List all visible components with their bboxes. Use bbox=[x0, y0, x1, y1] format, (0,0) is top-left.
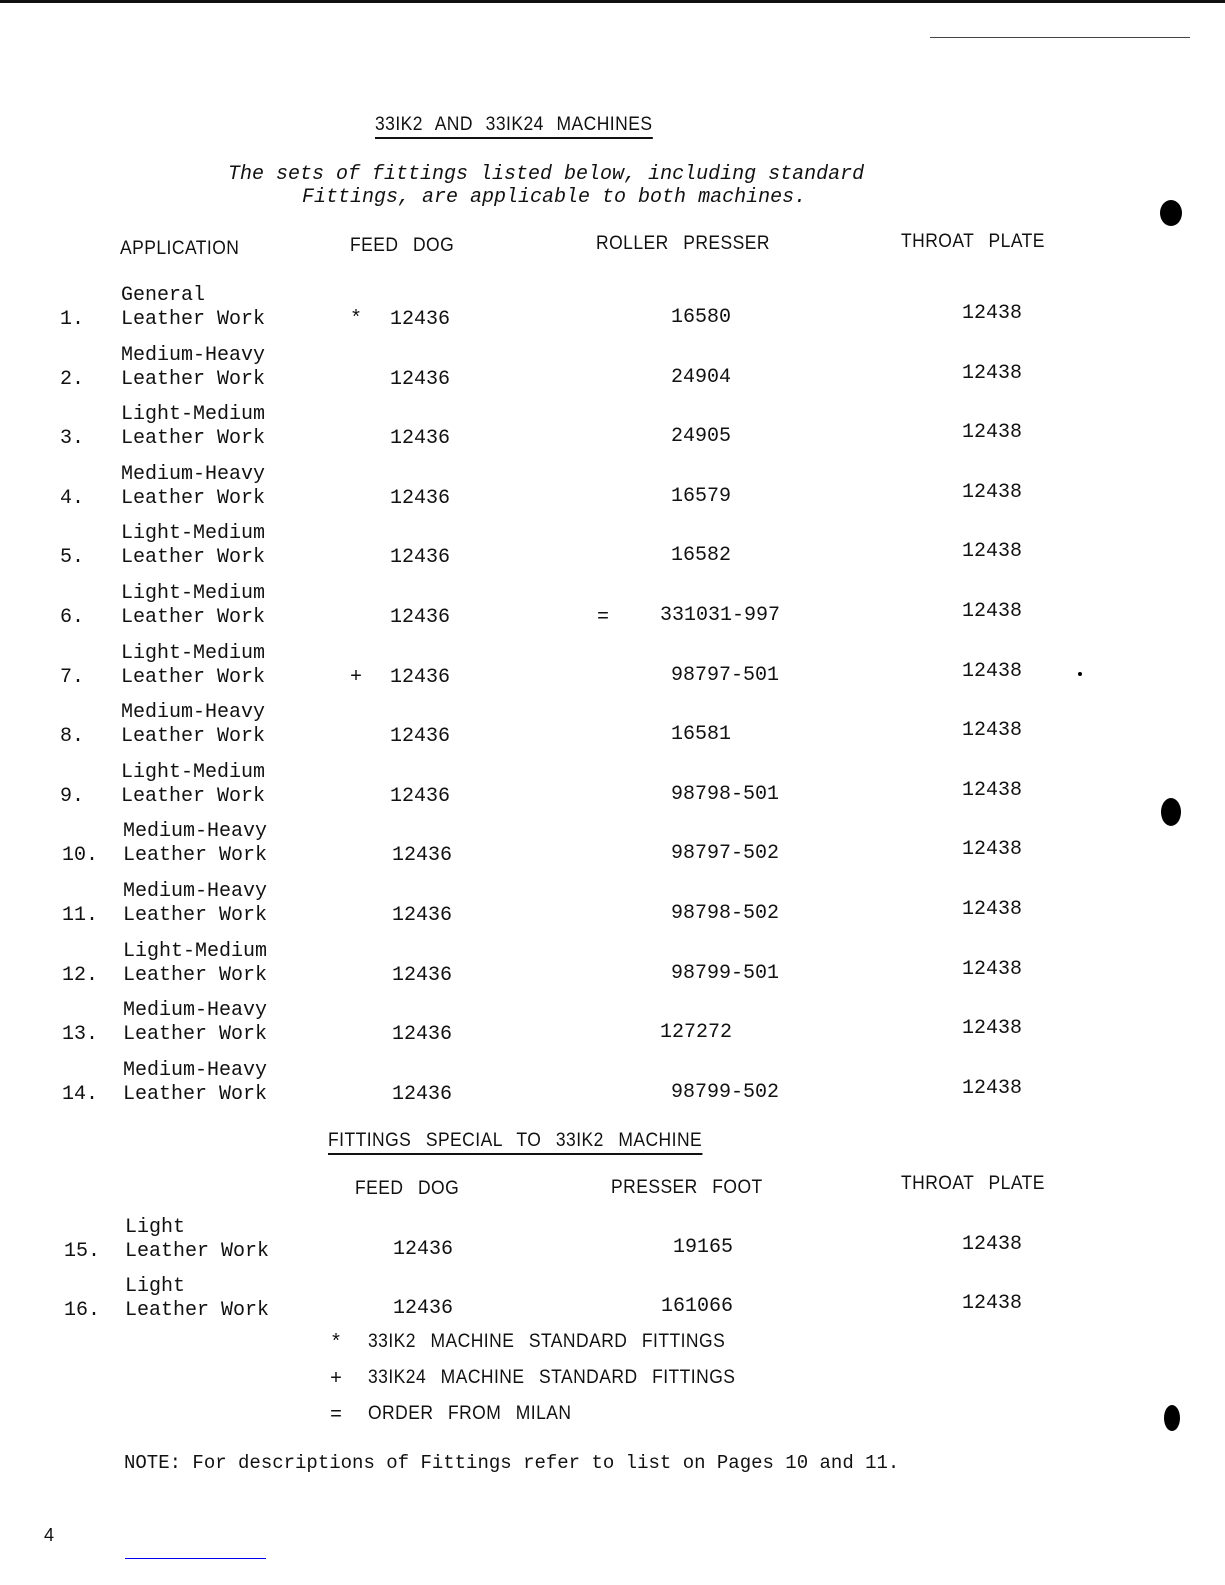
throat-plate-value: 12438 bbox=[962, 1017, 1023, 1041]
row-number: 11. bbox=[62, 904, 99, 927]
application-line-1: Light-Medium bbox=[121, 403, 266, 427]
header-roller-presser: ROLLER PRESSER bbox=[596, 233, 770, 254]
roller-presser-value: 16581 bbox=[671, 723, 732, 747]
application-line-1: Light bbox=[125, 1275, 186, 1298]
legend-text: ORDER FROM MILAN bbox=[368, 1403, 572, 1424]
throat-plate-value: 12438 bbox=[962, 1292, 1023, 1315]
speck bbox=[1078, 672, 1082, 676]
feed-dog-value: 12436 bbox=[392, 844, 453, 868]
row-number: 3. bbox=[60, 427, 85, 451]
throat-plate-value: 12438 bbox=[962, 540, 1023, 564]
roller-presser-value: 16579 bbox=[671, 484, 732, 508]
throat-plate-value: 12438 bbox=[962, 361, 1023, 385]
feed-dog-value: 12436 bbox=[390, 367, 451, 391]
row-number: 4. bbox=[60, 486, 85, 510]
feed-dog-value: 12436 bbox=[390, 784, 451, 808]
feed-dog-value: 12436 bbox=[393, 1297, 454, 1320]
throat-plate-value: 12438 bbox=[962, 659, 1023, 683]
application-line-2: Leather Work bbox=[121, 606, 266, 629]
feed-dog-value: 12436 bbox=[392, 904, 453, 927]
roller-presser-value: 16580 bbox=[671, 306, 732, 329]
row-number: 15. bbox=[64, 1240, 101, 1263]
application-line-1: Medium-Heavy bbox=[123, 820, 268, 844]
application-line-2: Leather Work bbox=[121, 784, 266, 808]
application-line-1: Light-Medium bbox=[121, 760, 266, 784]
roller-presser-value: 127272 bbox=[660, 1021, 733, 1045]
application-line-2: Leather Work bbox=[121, 427, 266, 451]
throat-plate-value: 12438 bbox=[962, 421, 1023, 445]
row-number: 10. bbox=[62, 844, 99, 868]
row-number: 12. bbox=[62, 963, 99, 987]
throat-plate-value: 12438 bbox=[962, 600, 1023, 623]
application-line-2: Leather Work bbox=[121, 367, 266, 391]
row-number: 6. bbox=[60, 606, 85, 629]
roller-presser-mark: = bbox=[597, 606, 610, 629]
application-line-2: Leather Work bbox=[125, 1299, 270, 1322]
special-title: FITTINGS SPECIAL TO 33IK2 MACHINE bbox=[328, 1130, 702, 1155]
row-number: 5. bbox=[60, 546, 85, 570]
row-number: 1. bbox=[60, 308, 85, 331]
row-number: 9. bbox=[60, 784, 85, 808]
legend-text: 33IK2 MACHINE STANDARD FITTINGS bbox=[368, 1331, 726, 1352]
roller-presser-value: 98798-502 bbox=[671, 902, 780, 925]
feed-dog-value: 12436 bbox=[390, 308, 451, 331]
feed-dog-value: 12436 bbox=[390, 546, 451, 570]
special-header-throat-plate: THROAT PLATE bbox=[901, 1173, 1045, 1194]
roller-presser-value: 98799-501 bbox=[671, 961, 780, 985]
application-line-2: Leather Work bbox=[123, 904, 268, 927]
top-border bbox=[0, 0, 1225, 3]
throat-plate-value: 12438 bbox=[962, 957, 1023, 981]
top-right-rule bbox=[930, 37, 1190, 38]
roller-presser-value: 24904 bbox=[671, 365, 732, 389]
feed-dog-value: 12436 bbox=[392, 1023, 453, 1047]
page-title: 33IK2 AND 33IK24 MACHINES bbox=[375, 114, 652, 139]
roller-presser-value: 98799-502 bbox=[671, 1080, 780, 1104]
application-line-2: Leather Work bbox=[123, 1023, 268, 1047]
throat-plate-value: 12438 bbox=[962, 838, 1023, 862]
note: NOTE: For descriptions of Fittings refer to list on Pages 10 and 11. bbox=[124, 1452, 900, 1474]
application-line-2: Leather Work bbox=[125, 1240, 270, 1263]
header-application: APPLICATION bbox=[120, 238, 240, 259]
throat-plate-value: 12438 bbox=[962, 1233, 1023, 1256]
roller-presser-value: 24905 bbox=[671, 425, 732, 449]
application-line-2: Leather Work bbox=[123, 963, 268, 987]
row-number: 8. bbox=[60, 725, 85, 749]
application-line-1: Light-Medium bbox=[121, 522, 266, 546]
roller-presser-value: 98797-502 bbox=[671, 842, 780, 866]
application-line-1: Light bbox=[125, 1216, 186, 1239]
link-underline[interactable] bbox=[125, 1558, 266, 1559]
feed-dog-mark: * bbox=[350, 308, 363, 331]
row-number: 14. bbox=[62, 1082, 99, 1106]
application-line-2: Leather Work bbox=[121, 486, 266, 510]
application-line-1: Light-Medium bbox=[123, 939, 268, 963]
feed-dog-value: 12436 bbox=[393, 1238, 454, 1261]
page-number: 4 bbox=[44, 1525, 55, 1545]
legend-symbol: + bbox=[330, 1368, 343, 1391]
row-number: 2. bbox=[60, 367, 85, 391]
feed-dog-value: 12436 bbox=[390, 725, 451, 749]
legend-symbol: * bbox=[330, 1332, 343, 1355]
throat-plate-value: 12438 bbox=[962, 1076, 1023, 1100]
feed-dog-value: 12436 bbox=[390, 665, 451, 689]
application-line-2: Leather Work bbox=[121, 546, 266, 570]
throat-plate-value: 12438 bbox=[962, 898, 1023, 921]
special-header-presser-foot: PRESSER FOOT bbox=[611, 1177, 763, 1198]
row-number: 16. bbox=[64, 1299, 101, 1322]
feed-dog-value: 12436 bbox=[390, 427, 451, 451]
application-line-1: Light-Medium bbox=[121, 582, 266, 605]
application-line-2: Leather Work bbox=[121, 725, 266, 749]
application-line-1: Medium-Heavy bbox=[123, 1058, 268, 1082]
application-line-1: Light-Medium bbox=[121, 641, 266, 665]
application-line-1: Medium-Heavy bbox=[121, 343, 266, 367]
application-line-1: Medium-Heavy bbox=[123, 880, 268, 903]
roller-presser-value: 16582 bbox=[671, 544, 732, 568]
punch-hole-middle bbox=[1161, 798, 1181, 826]
header-throat-plate: THROAT PLATE bbox=[901, 231, 1045, 252]
application-line-1: Medium-Heavy bbox=[123, 999, 268, 1023]
feed-dog-value: 12436 bbox=[390, 486, 451, 510]
roller-presser-value: 98797-501 bbox=[671, 663, 780, 687]
throat-plate-value: 12438 bbox=[962, 778, 1023, 802]
application-line-2: Leather Work bbox=[123, 1082, 268, 1106]
application-line-1: Medium-Heavy bbox=[121, 462, 266, 486]
application-line-1: Medium-Heavy bbox=[121, 701, 266, 725]
application-line-2: Leather Work bbox=[121, 665, 266, 689]
row-number: 13. bbox=[62, 1023, 99, 1047]
presser-foot-value: 19165 bbox=[673, 1236, 734, 1259]
special-header-feed-dog: FEED DOG bbox=[355, 1178, 460, 1199]
feed-dog-value: 12436 bbox=[392, 1082, 453, 1106]
legend-symbol: = bbox=[330, 1404, 343, 1427]
feed-dog-mark: + bbox=[350, 665, 363, 689]
punch-hole-bottom bbox=[1164, 1405, 1180, 1431]
roller-presser-value: 98798-501 bbox=[671, 782, 780, 806]
roller-presser-value: 331031-997 bbox=[660, 604, 781, 627]
feed-dog-value: 12436 bbox=[392, 963, 453, 987]
application-line-2: Leather Work bbox=[121, 308, 266, 331]
row-number: 7. bbox=[60, 665, 85, 689]
application-line-2: Leather Work bbox=[123, 844, 268, 868]
intro-line-2: Fittings, are applicable to both machines. bbox=[302, 186, 807, 209]
legend-text: 33IK24 MACHINE STANDARD FITTINGS bbox=[368, 1367, 736, 1388]
feed-dog-value: 12436 bbox=[390, 606, 451, 629]
throat-plate-value: 12438 bbox=[962, 719, 1023, 743]
punch-hole-top bbox=[1160, 200, 1182, 226]
intro-line-1: The sets of fittings listed below, including standard bbox=[228, 163, 865, 186]
presser-foot-value: 161066 bbox=[661, 1295, 734, 1318]
application-line-1: General bbox=[121, 284, 206, 307]
header-feed-dog: FEED DOG bbox=[350, 235, 455, 256]
throat-plate-value: 12438 bbox=[962, 302, 1023, 325]
throat-plate-value: 12438 bbox=[962, 480, 1023, 504]
